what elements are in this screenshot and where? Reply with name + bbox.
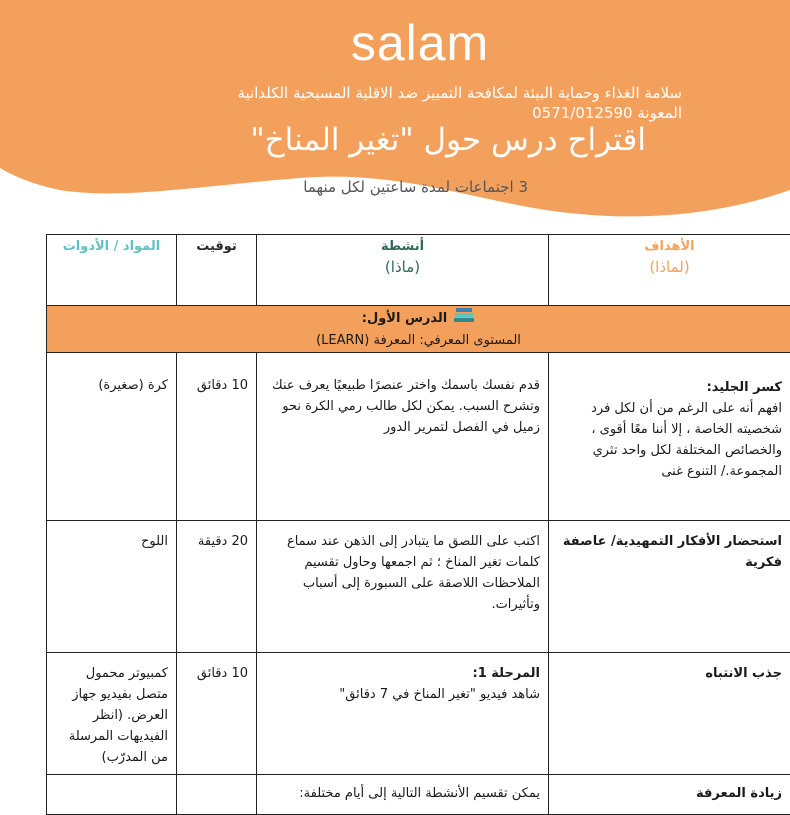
objective-title: استحضار الأفكار التمهيدية/ عاصفة فكرية xyxy=(557,531,782,573)
timing-cell: 10 دقائق xyxy=(177,353,257,521)
materials-cell: اللوح xyxy=(47,521,177,653)
objective-title: كسر الجليد: xyxy=(557,377,782,398)
table-row xyxy=(47,653,790,775)
timing-cell: 20 دقيقة xyxy=(177,521,257,653)
objective-text: افهم أنه على الرغم من أن لكل فرد شخصيته الخاصة ، إلا أننا معًا أقوى ، والخصائص المختلفة لكل واحد تثري المجموعة./ التنوع غنى xyxy=(557,398,782,482)
activities-label: أنشطة xyxy=(381,239,424,254)
activities-sub-label: (ماذا) xyxy=(258,257,547,278)
header-objectives xyxy=(549,235,790,306)
salam-logo: salam xyxy=(300,14,540,72)
activity-cell xyxy=(257,775,549,815)
objective-title: زيادة المعرفة xyxy=(557,783,782,804)
document-subtitle: 3 اجتماعات لمدة ساعتين لكل منهما xyxy=(303,178,528,196)
books-icon xyxy=(453,307,475,330)
activity-cell xyxy=(257,521,549,653)
activity-title: المرحلة 1: xyxy=(265,663,540,684)
objective-title: جذب الانتباه xyxy=(557,663,782,684)
activity-text: يمكن تقسيم الأنشطة التالية إلى أيام مختلفة: xyxy=(265,783,540,804)
lesson-title: الدرس الأول: xyxy=(362,311,448,326)
activity-text: اكتب على اللصق ما يتبادر إلى الذهن عند سماع كلمات تغير المناخ ؛ ثم اجمعها وحاول تقسيم الملاحظات اللاصقة على السبورة إلى أسباب وتأثيرات. xyxy=(265,531,540,615)
table-row xyxy=(47,353,790,521)
objective-cell xyxy=(549,775,790,815)
header-timing: توقيت xyxy=(177,235,257,306)
timing-cell xyxy=(177,775,257,815)
objective-cell xyxy=(549,653,790,775)
grant-number: المعونة 0571/012590 xyxy=(532,104,682,122)
lesson-banner-row xyxy=(47,306,790,353)
lesson-level: المستوى المعرفي: المعرفة (LEARN) xyxy=(48,330,789,351)
materials-cell: كمبيوتر محمول متصل بفيديو جهاز العرض. (انظر الفيديهات المرسلة من المدرّب) xyxy=(47,653,177,775)
document-title: اقتراح درس حول "تغير المناخ" xyxy=(250,122,646,158)
activity-text: شاهد فيديو "تغير المناخ في 7 دقائق" xyxy=(265,684,540,705)
materials-cell xyxy=(47,775,177,815)
objectives-label: الأهداف xyxy=(644,239,694,254)
objective-cell xyxy=(549,353,790,521)
activity-cell xyxy=(257,653,549,775)
table-row xyxy=(47,521,790,653)
activity-text: قدم نفسك باسمك واختر عنصرًا طبيعيًا يعرف عنك وتشرح السبب. يمكن لكل طالب رمي الكرة نحو زميل في الفصل لتمرير الدور xyxy=(265,375,540,438)
lesson-plan-table xyxy=(46,234,790,815)
objectives-sub-label: (لماذا) xyxy=(550,257,789,278)
activity-cell xyxy=(257,353,549,521)
objective-cell xyxy=(549,521,790,653)
timing-cell: 10 دقائق xyxy=(177,653,257,775)
lesson-banner xyxy=(47,306,790,353)
materials-cell: كرة (صغيرة) xyxy=(47,353,177,521)
table-header-row xyxy=(47,235,790,306)
header-materials: المواد / الأدوات xyxy=(47,235,177,306)
table-row xyxy=(47,775,790,815)
header-activities xyxy=(257,235,549,306)
organization-name: سلامة الغذاء وحماية البيئة لمكافحة التمييز ضد الاقلية المسيحية الكلدانية xyxy=(237,84,682,102)
